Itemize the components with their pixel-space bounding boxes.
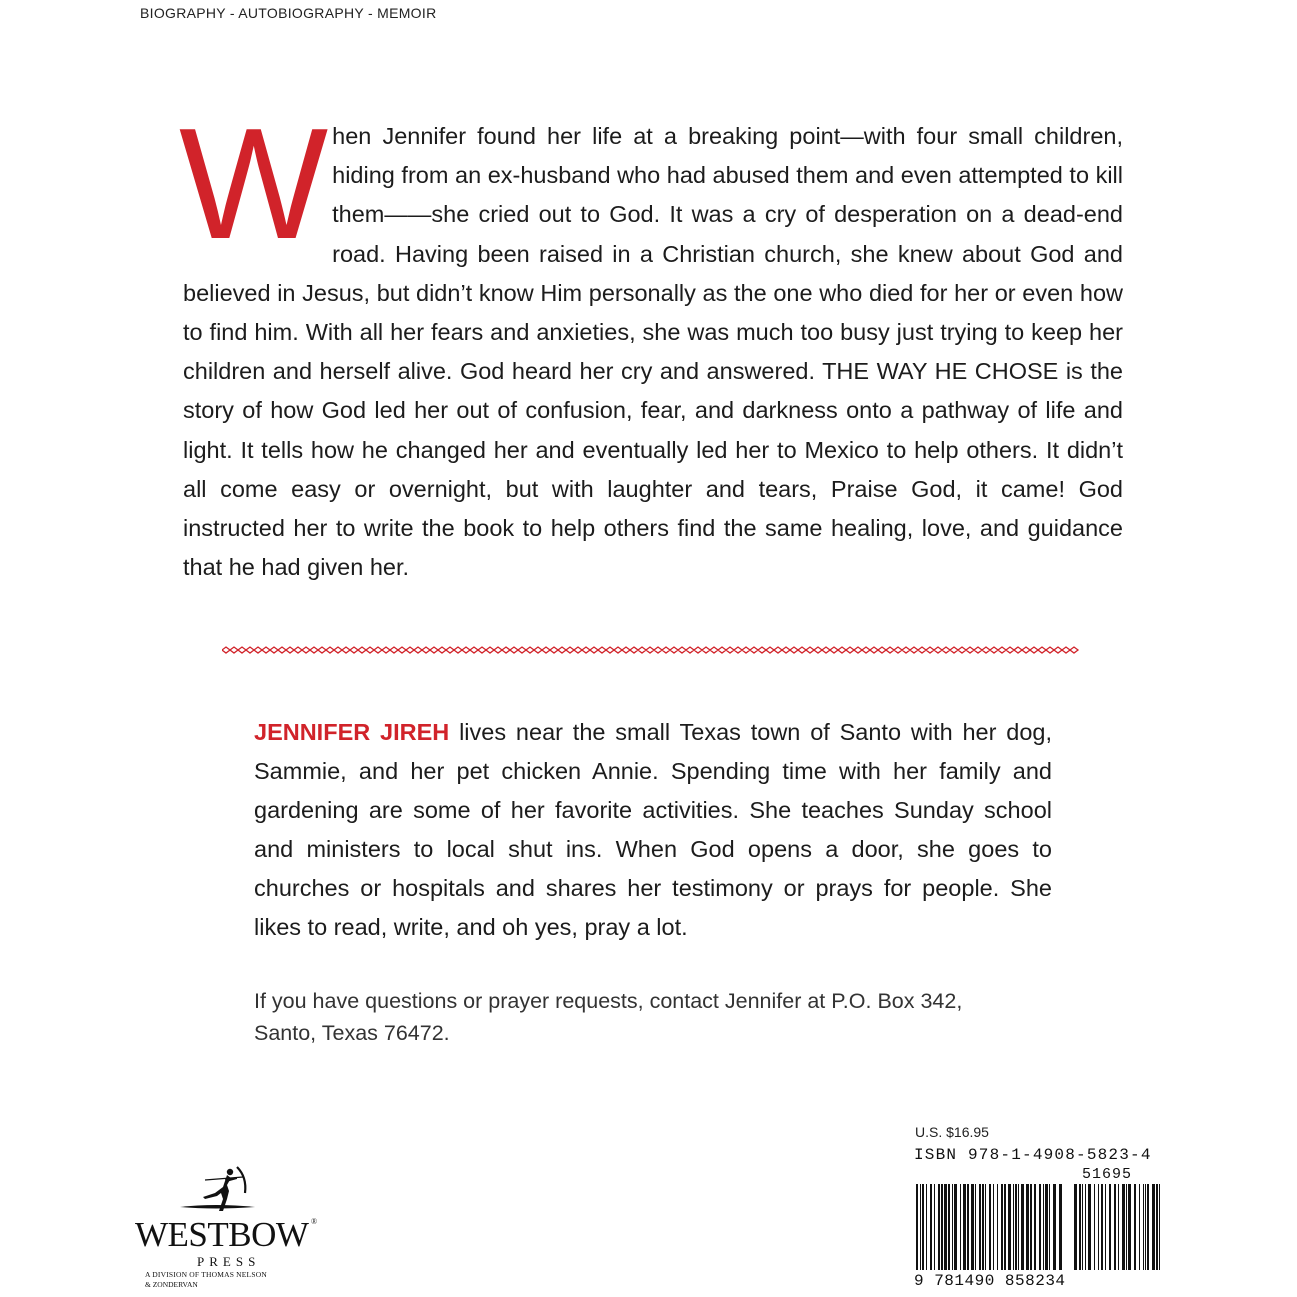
contact-line-2: Santo, Texas 76472. — [254, 1021, 450, 1045]
drop-cap: W — [179, 96, 323, 272]
author-name: JENNIFER JIREH — [254, 719, 450, 745]
isbn-text: ISBN 978-1-4908-5823-4 — [914, 1146, 1152, 1164]
registered-mark: ® — [311, 1217, 318, 1226]
contact-line-1: If you have questions or prayer requests, contact Jennifer at P.O. Box 342, — [254, 989, 963, 1013]
barcode — [914, 1184, 1164, 1272]
barcode-addon: 51695 — [1082, 1166, 1133, 1183]
blurb-text: hen Jennifer found her life at a breaking point—with four small children, hiding from an ex-husband who had abused them and even attempted to kill them——she cried out to God. It was a cry of desperation on a dead-end road. Having been raised in a Christian church, she knew about God and believed in Jesus, but didn’t know Him personally as the one who died for her or even how to find him. With all her fears and anxieties, she was much too busy just trying to keep her children and herself alive. God heard her cry and answered. THE WAY HE CHOSE is the story of how God led her out of confusion, fear, and darkness onto a pathway of life and light. It tells how he changed her and eventually led her to Mexico to help others. It didn’t all come easy or overnight, but with laughter and tears, Praise God, it came! God instructed her to write the book to help others find the same healing, love, and guidance that he had given her. — [183, 123, 1123, 581]
barcode-area — [914, 1146, 1164, 1297]
book-blurb — [179, 96, 1123, 587]
price-label: U.S. $16.95 — [915, 1124, 989, 1140]
archer-logo-icon — [175, 1163, 265, 1215]
publisher-division: A DIVISION OF THOMAS NELSON — [145, 1270, 267, 1279]
publisher-division-2: & ZONDERVAN — [145, 1280, 198, 1289]
diamond-divider — [222, 642, 1084, 658]
author-bio-text: lives near the small Texas town of Santo with her dog, Sammie, and her pet chicken Annie. Spending time with her family and gardening are some of her favorite activities. She teaches Sunday school and ministers to local shut ins. When God opens a door, she goes to churches or hospitals and shares her testimony or prays for people. She likes to read, write, and oh yes, pray a lot. — [254, 719, 1052, 940]
contact-info — [254, 985, 1074, 1049]
barcode-number: 9 781490 858234 — [914, 1272, 1066, 1290]
publisher-logo — [135, 1163, 325, 1288]
category-label: BIOGRAPHY - AUTOBIOGRAPHY - MEMOIR — [140, 5, 437, 21]
publisher-press: PRESS — [197, 1254, 261, 1269]
author-bio — [254, 713, 1052, 947]
publisher-name: WESTBOW — [135, 1215, 309, 1254]
